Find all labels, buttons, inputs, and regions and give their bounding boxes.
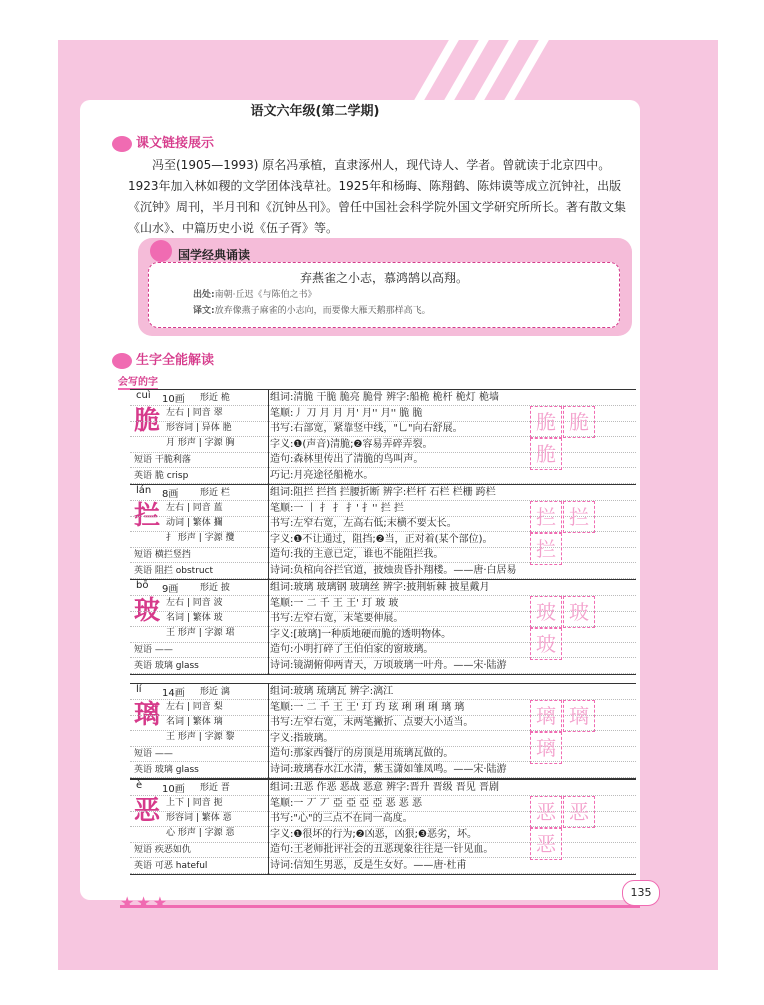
trace-char: 拦 <box>563 501 595 533</box>
char-entry <box>130 683 636 779</box>
entry-line: 造句:我的主意已定，谁也不能阻拦我。 <box>270 549 444 561</box>
entry-line: 组词:丑恶 作恶 恶战 恶意 辨字:晋升 晋级 晋见 晋剧 <box>270 782 499 793</box>
attr-row: 名词 | 繁体 玻 <box>166 613 223 623</box>
trans-label: 译文: <box>193 306 215 316</box>
entry-line: 笔顺:一 二 千 王 王' 玎 玓 玹 琍 琍 琍 璃 璃 <box>270 701 465 713</box>
stroke-count: 10画 <box>162 394 185 405</box>
attr-row: 心 形声 | 字源 惡 <box>166 828 235 838</box>
author-intro: 冯至(1905—1993) 原名冯承植，直隶涿州人，现代诗人、学者。曾就读于北京四中。1923年加入林如稷的文学团体浅草社。1925年和杨晦、陈翔鹤、陈炜谟等成立沉钟社，出版《沉钟》周刊，半月刊和《沉钟丛刊》。曾任中国社会科学院外国文学研究所所长。著有散文集《山水》、中篇历史小说《伍子胥》等。 <box>128 158 627 235</box>
attr-row: 左右 | 同音 梨 <box>166 702 223 712</box>
pinyin: lí <box>136 684 142 695</box>
practice-grid <box>530 796 628 856</box>
stars-icon: ★★★ <box>120 893 170 912</box>
english-label: 英语 <box>134 765 153 775</box>
trace-char: 玻 <box>563 596 595 628</box>
pinyin: lán <box>136 485 152 496</box>
section-link <box>112 132 214 152</box>
subsection-title: 会写的字 <box>118 373 158 390</box>
trace-char: 璃 <box>530 732 562 764</box>
english-label: 英语 <box>134 661 153 671</box>
entry-line: 笔顺:丿 刀 月 月 月' 月'' 月'' 脆 脆 <box>270 407 423 419</box>
trace-char: 璃 <box>530 700 562 732</box>
entry-line: 字义:指玻璃。 <box>270 732 334 744</box>
classic-box <box>138 238 632 336</box>
attr-row: 名词 | 繁体 璃 <box>166 717 223 727</box>
page-number: 135 <box>622 880 660 906</box>
mascot-icon <box>112 136 132 152</box>
entry-line: 组词:玻璃 琉璃瓦 辨字:漓江 <box>270 686 394 697</box>
phrase-label: 短语 <box>134 550 153 560</box>
entry-line: 字义:❶(声音)清脆;❷容易弄碎弄裂。 <box>270 438 433 450</box>
attr-row: 左右 | 同音 波 <box>166 598 223 608</box>
big-char: 璃 <box>134 700 161 730</box>
english-label: 英语 <box>134 471 153 481</box>
phrase-value: —— <box>154 645 173 655</box>
classic-trans <box>193 303 431 316</box>
stroke-count: 14画 <box>162 688 185 699</box>
near-char: 形近 栏 <box>200 488 230 498</box>
section-chars <box>112 349 214 369</box>
english-value: 玻璃 glass <box>154 661 199 671</box>
entry-line: 诗词:玻璃春水江水清，紫玉潇如雏凤鸣。——宋·陆游 <box>270 764 507 775</box>
trans-text: 放弃像燕子麻雀的小志向，而要像大雁天鹅那样高飞。 <box>214 306 431 316</box>
entry-line: 书写:"心"的三点不在同一高度。 <box>270 813 413 825</box>
attr-row: 王 形声 | 字源 黎 <box>166 732 235 742</box>
right-band <box>640 100 718 900</box>
phrase-value: —— <box>154 749 173 759</box>
char-entry <box>130 779 636 875</box>
near-char: 形近 披 <box>200 583 230 593</box>
entry-line: 造句:王老师批评社会的丑恶现象往往是一针见血。 <box>270 844 494 856</box>
entry-line: 造句:森林里传出了清脆的鸟叫声。 <box>270 454 424 466</box>
attr-row: 左右 | 同音 蓝 <box>166 503 223 513</box>
phrase-value: 干脆利落 <box>154 455 191 465</box>
trace-char: 恶 <box>530 828 562 860</box>
trace-char: 脆 <box>563 406 595 438</box>
source-text: 南朝·丘迟《与陈伯之书》 <box>214 290 317 300</box>
trace-char: 玻 <box>530 628 562 660</box>
english-value: 阻拦 obstruct <box>154 566 214 576</box>
mascot-icon <box>112 353 132 369</box>
page-header: 语文六年级(第二学期) <box>250 104 380 119</box>
english-value: 玻璃 glass <box>154 765 199 775</box>
pinyin: è <box>136 780 143 791</box>
trace-char: 拦 <box>530 533 562 565</box>
entry-line: 诗词:镜湖俯仰两青天，万顷玻璃一叶舟。——宋·陆游 <box>270 660 507 671</box>
char-entry <box>130 484 636 580</box>
classic-source <box>193 287 316 300</box>
practice-grid <box>530 700 628 760</box>
entry-line: 诗词:负棺向谷拦官道，披烛贵昏扑翔楼。——唐·白居易 <box>270 565 517 576</box>
section-title: 生字全能解读 <box>136 353 215 368</box>
entry-line: 组词:玻璃 玻璃钢 玻璃丝 辨字:披荆斩棘 披星戴月 <box>270 582 490 593</box>
entry-line: 书写:左窄右宽，末两笔撇折、点要大小适当。 <box>270 717 474 729</box>
entry-line: 书写:左窄右宽，左高右低;末横不要太长。 <box>270 518 457 530</box>
stroke-count: 9画 <box>162 584 179 595</box>
pinyin: cuì <box>136 390 151 401</box>
practice-grid <box>530 501 628 561</box>
phrase-label: 短语 <box>134 455 153 465</box>
attr-row: 动词 | 繁体 攔 <box>166 518 223 528</box>
phrase-label: 短语 <box>134 845 153 855</box>
entry-line: 造句:那家西餐厅的房顶是用琉璃瓦做的。 <box>270 748 454 760</box>
entry-line: 巧记:月亮途径船桅水。 <box>270 470 374 481</box>
big-char: 脆 <box>134 406 161 436</box>
entry-line: 笔顺:一 二 千 王 王' 玎 玻 玻 <box>270 597 399 609</box>
entry-line: 字义:❶很坏的行为;❷凶恶，凶狠;❸恶劣，坏。 <box>270 828 478 840</box>
trace-char: 璃 <box>563 700 595 732</box>
entry-line: 诗词:信知生男恶，反是生女好。——唐·杜甫 <box>270 860 467 871</box>
english-label: 英语 <box>134 566 153 576</box>
entry-line: 组词:阻拦 拦挡 拦腰折断 辨字:栏杆 石栏 栏栅 跨栏 <box>270 487 496 498</box>
attr-row: 左右 | 同音 翠 <box>166 408 223 418</box>
big-char: 玻 <box>134 596 161 626</box>
entry-line: 书写:左窄右宽，末笔要伸展。 <box>270 613 404 625</box>
entry-line: 造句:小明打碎了王伯伯家的窗玻璃。 <box>270 644 434 656</box>
near-char: 形近 桅 <box>200 393 230 403</box>
practice-grid <box>530 406 628 466</box>
source-label: 出处: <box>193 290 215 300</box>
near-char: 形近 漓 <box>200 687 230 697</box>
stroke-count: 10画 <box>162 784 185 795</box>
entry-line: 笔顺:一 丨 扌 扌 扌' 扌'' 拦 拦 <box>270 502 404 514</box>
entry-line: 字义:[玻璃]一种质地硬而脆的透明物体。 <box>270 628 452 640</box>
attr-row: 王 形声 | 字源 珺 <box>166 628 235 638</box>
trace-char: 恶 <box>563 796 595 828</box>
attr-row: 上下 | 同音 扼 <box>166 798 223 808</box>
attr-row: 月 形声 | 字源 胸 <box>166 438 235 448</box>
entry-line: 笔顺:一 丆 丆 亞 亞 亞 亞 恶 恶 恶 <box>270 797 422 809</box>
trace-char: 拦 <box>530 501 562 533</box>
attr-row: 形容词 | 异体 脃 <box>166 423 232 433</box>
stroke-count: 8画 <box>162 489 179 500</box>
entry-line: 字义:❶不让通过，阻挡;❷当，正对着(某个部位)。 <box>270 533 493 545</box>
char-entry <box>130 389 636 485</box>
phrase-value: 横拦竖挡 <box>154 550 191 560</box>
char-entry <box>130 579 636 675</box>
trace-char: 脆 <box>530 406 562 438</box>
classic-title: 国学经典诵读 <box>178 248 251 262</box>
classic-content <box>148 262 620 328</box>
attr-row: 扌 形声 | 字源 攬 <box>166 533 235 543</box>
trace-char: 脆 <box>530 438 562 470</box>
pinyin: bō <box>136 580 149 591</box>
english-value: 可恶 hateful <box>154 861 208 871</box>
trace-char: 恶 <box>530 796 562 828</box>
classic-quote: 弃燕雀之小志，慕鸿鹄以高翔。 <box>299 271 468 285</box>
english-label: 英语 <box>134 861 153 871</box>
phrase-label: 短语 <box>134 749 153 759</box>
entry-line: 组词:清脆 干脆 脆亮 脆骨 辨字:船桅 桅杆 桅灯 桅墙 <box>270 392 499 403</box>
star-icon <box>150 240 172 262</box>
bottom-bar <box>120 905 640 908</box>
header-stripes <box>380 40 718 100</box>
section-title: 课文链接展示 <box>136 136 215 151</box>
entry-line: 书写:右部宽，紧靠竖中线，"乚"向右舒展。 <box>270 423 463 435</box>
attr-row: 形容词 | 繁体 惡 <box>166 813 232 823</box>
practice-grid <box>530 596 628 656</box>
near-char: 形近 晋 <box>200 783 230 793</box>
big-char: 拦 <box>134 501 161 531</box>
trace-char: 玻 <box>530 596 562 628</box>
phrase-value: 疾恶如仇 <box>154 845 191 855</box>
phrase-label: 短语 <box>134 645 153 655</box>
english-value: 脆 crisp <box>154 471 189 481</box>
big-char: 恶 <box>134 796 161 826</box>
